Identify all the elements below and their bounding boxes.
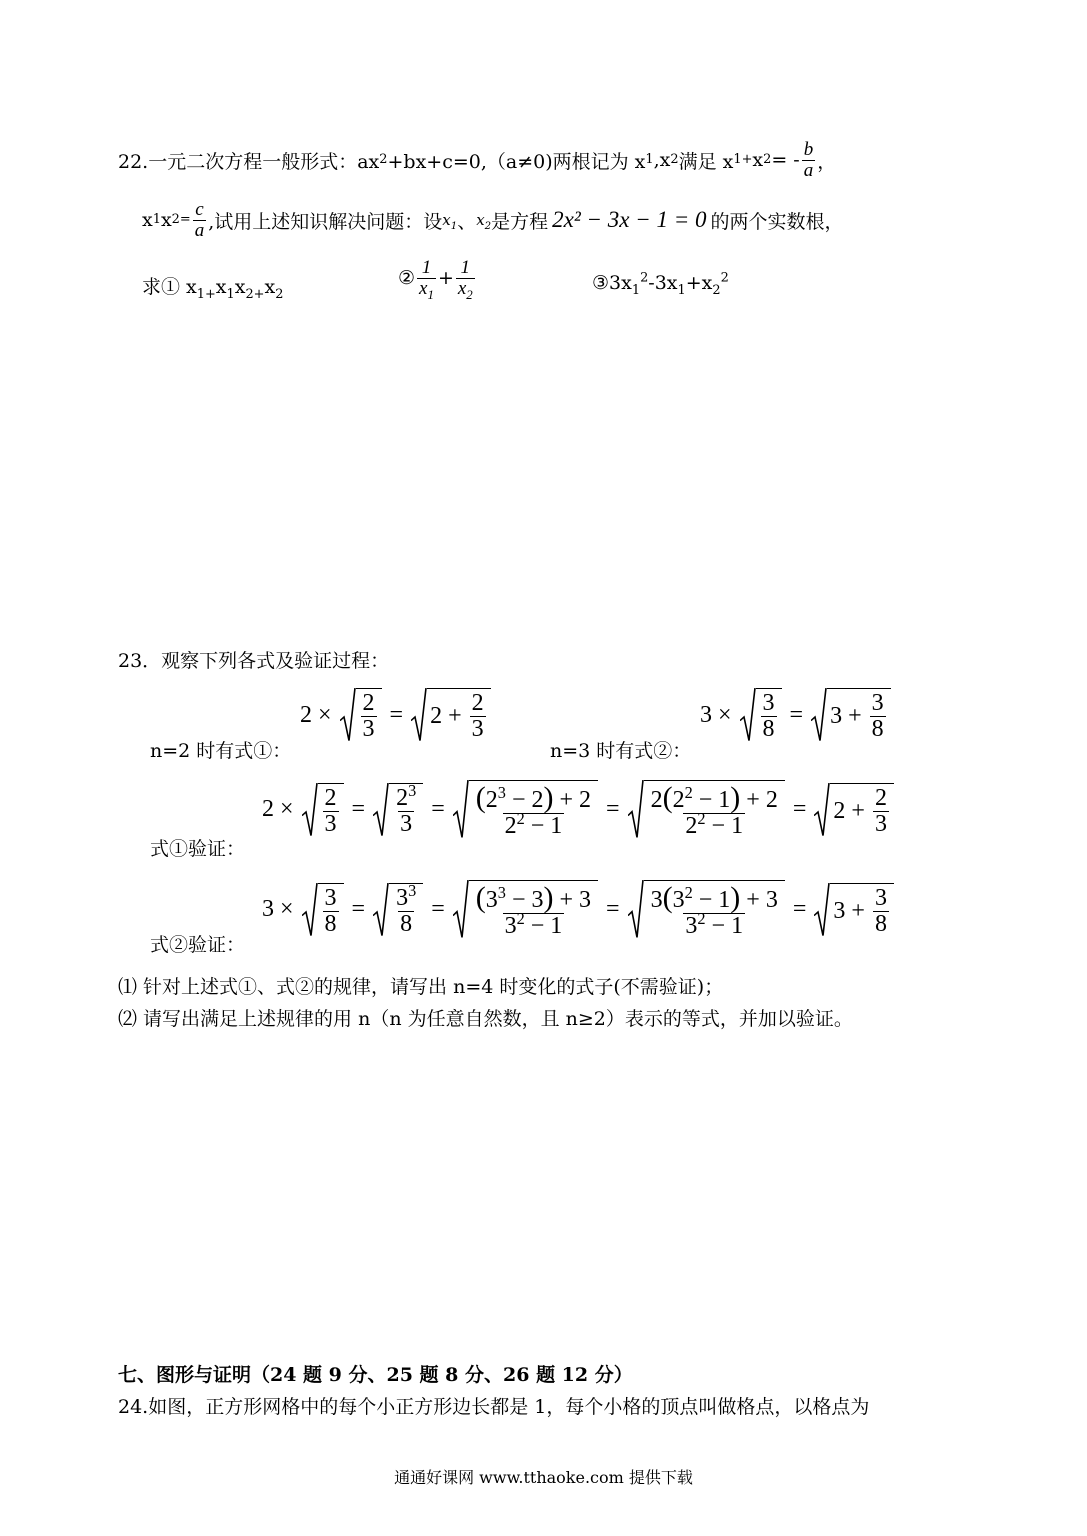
q22-ask-1: 求① $x_{1+}x_1x_{2+}x_2$: [142, 276, 284, 302]
radical: $\frac{3}{8}$: [740, 688, 782, 742]
fraction-b-over-a: $\frac{b}{a}$: [803, 139, 814, 181]
q22-ask-2: ② $\frac{1}{x_1}$ + $\frac{1}{x_2}$: [398, 257, 473, 302]
n2-label: n=2 时有式①：: [150, 740, 292, 762]
q22-line1: 22.一元二次方程一般形式：ax 2 +bx+c=0,（a≠0)两根记为 x 1 ,x 2 满足 x 1+ x 2 = - $\frac{b}{a}$ ，: [118, 139, 837, 181]
fraction-1-over-x2: $\frac{1}{x_2}$: [457, 257, 473, 302]
radical: 2 + $\frac{2}{3}$: [411, 688, 491, 742]
fraction-1-over-x1: $\frac{1}{x_1}$: [419, 257, 434, 302]
verify1-label: 式①验证：: [150, 838, 246, 860]
formula-n3: 3 × $\frac{3}{8}$ = 3 + $\frac{3}{8}$: [700, 688, 893, 742]
formula-n2: 2 × $\frac{2}{3}$ = 2 + $\frac{2}{3}$: [300, 688, 493, 742]
verification-formula-2: 3 × $\frac{3}{8}$ = $\frac{3^3}{8}$ = $\frac{(3^3 - 3) + 3}{3^2 - 1}$ = $\frac{3(3^2 - 1) + 3}{3^2 - 1}$ = 3 + $\frac{3}{8}$: [262, 880, 896, 939]
radical: $\frac{2}{3}$: [340, 688, 382, 742]
q22-line2: x 1 x 2= $\frac{c}{a}$ ,试用上述知识解决问题：设 $x_1$ 、 $x_2$ 是方程 2x² − 3x − 1 = 0 的两个实数根，: [142, 199, 844, 241]
q24-text: 24.如图，正方形网格中的每个小正方形边长都是 1，每个小格的顶点叫做格点，以格点为: [118, 1396, 870, 1418]
quadratic-equation: 2x² − 3x − 1 = 0: [552, 207, 707, 233]
footer: 通通好课网 www.tthaoke.com 提供下载: [394, 1468, 693, 1487]
n3-label: n=3 时有式②：: [550, 740, 692, 762]
q22-ask-3: $③3x_1^2-3x_1+x_2^2$: [592, 270, 729, 298]
section-heading: 七、图形与证明（24 题 9 分、25 题 8 分、26 题 12 分）: [118, 1364, 633, 1386]
verification-formula-1: 2 × $\frac{2}{3}$ = $\frac{2^3}{3}$ = $\frac{(2^3 - 2) + 2}{2^2 - 1}$ = $\frac{2(2^2 - 1) + 2}{2^2 - 1}$ = 2 + $\frac{2}{3}$: [262, 780, 896, 839]
q23-part2: ⑵ 请写出满足上述规律的用 n（n 为任意自然数，且 n≥2）表示的等式，并加以验证。: [118, 1008, 853, 1030]
radical: 3 + $\frac{3}{8}$: [811, 688, 891, 742]
verify2-label: 式②验证：: [150, 934, 246, 956]
q23-title: 23．观察下列各式及验证过程：: [118, 650, 390, 672]
q23-part1: ⑴ 针对上述式①、式②的规律，请写出 n=4 时变化的式子(不需验证)；: [118, 976, 724, 998]
q22-prefix: 22.一元二次方程一般形式：ax: [118, 150, 380, 173]
fraction-c-over-a: $\frac{c}{a}$: [194, 199, 205, 241]
